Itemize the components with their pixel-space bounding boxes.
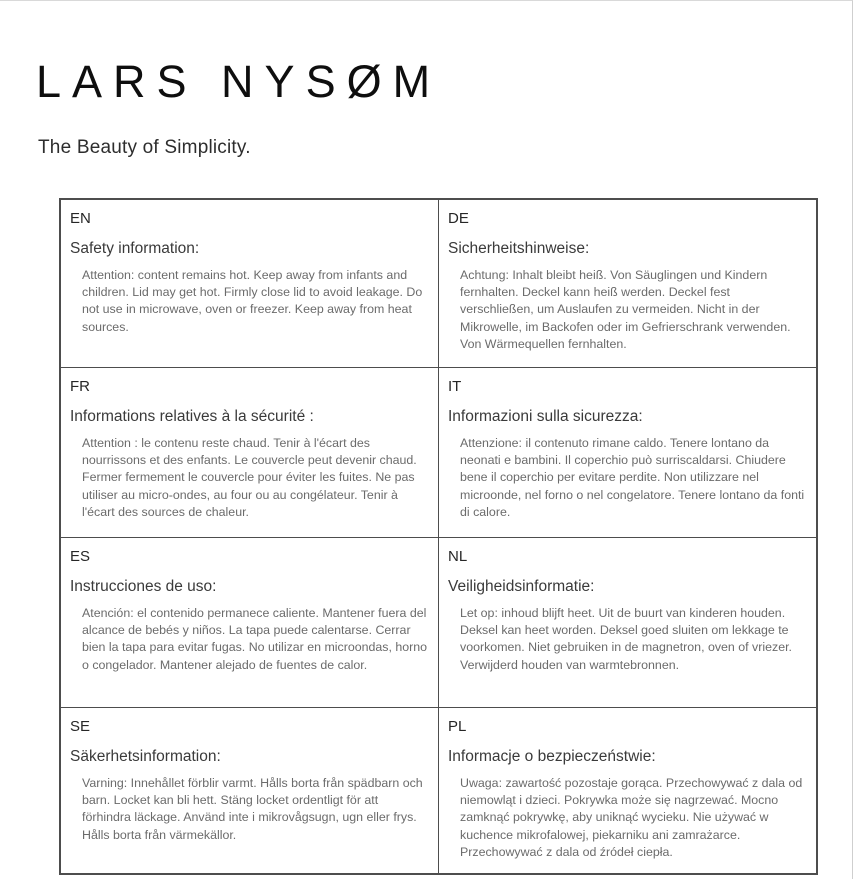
language-code: NL (448, 548, 468, 565)
safety-text: Attention : le contenu reste chaud. Tenir à l'écart des nourrissons et des enfants. Le couvercle peut devenir chaud. Fermer fermement le couvercle pour éviter les fuites. Ne pas utiliser au micro-ondes, au four ou au congélateur. Tenir à l'écart des sources de chaleur. (82, 435, 417, 520)
safety-text: Let op: inhoud blijft heet. Uit de buurt van kinderen houden. Deksel kan heet worden. Deksel goed sluiten om lekkage te voorkomen. Niet gebruiken in de magnetron, oven of vriezer. Verwijderd houden van warmtebronnen. (460, 605, 792, 672)
section-heading: Säkerhetsinformation: (70, 747, 221, 765)
language-cell-pl (439, 708, 816, 873)
language-code: FR (70, 378, 90, 395)
section-heading: Sicherheitshinweise: (448, 239, 590, 257)
language-code: DE (448, 210, 469, 227)
language-code: EN (70, 210, 91, 227)
section-heading: Veiligheidsinformatie: (448, 577, 595, 595)
language-cell-de (439, 200, 816, 368)
safety-text: Attenzione: il contenuto rimane caldo. Tenere lontano da neonati e bambini. Il coperchio può surriscaldarsi. Chiudere bene il coperchio per evitare perdite. Non utilizzare nel microonde, nel forno o nel congelatore. Tenere lontano da fonti di calore. (460, 435, 805, 520)
safety-text: Uwaga: zawartość pozostaje gorąca. Przechowywać z dala od niemowląt i dzieci. Pokrywka może się nagrzewać. Mocno zamknąć pokrywkę, aby uniknąć wycieku. Nie używać w kuchence mikrofalowej, piekarniku ani zamrażarce. Przechowywać z dala od źródeł ciepła. (460, 775, 803, 860)
brand-logo: LARS NYSØM (36, 56, 442, 107)
language-cell-se (61, 708, 439, 873)
language-code: PL (448, 718, 467, 735)
safety-info-table (59, 198, 818, 875)
section-heading: Informacje o bezpieczeństwie: (448, 747, 656, 765)
section-heading: Instrucciones de uso: (70, 577, 217, 595)
language-cell-nl (439, 538, 816, 708)
language-cell-fr (61, 368, 439, 538)
language-cell-es (61, 538, 439, 708)
safety-text: Varning: Innehållet förblir varmt. Hålls borta från spädbarn och barn. Locket kan bli hett. Stäng locket ordentligt för att förhindra läckage. Använd inte i mikrovågsugn, ugn eller frys. Hålls borta från värmekällor. (82, 775, 423, 842)
safety-text: Atención: el contenido permanece caliente. Mantener fuera del alcance de bebés y niños. La tapa puede calentarse. Cerrar bien la tapa para evitar fugas. No utilizar en microondas, horno o congelador. Mantener alejado de fuentes de calor. (82, 605, 428, 672)
section-heading: Safety information: (70, 239, 200, 257)
language-cell-it (439, 368, 816, 538)
safety-text: Attention: content remains hot. Keep away from infants and children. Lid may get hot. Firmly close lid to avoid leakage. Do not use in microwave, oven or freezer. Keep away from heat sources. (82, 267, 423, 334)
language-code: IT (448, 378, 462, 395)
language-code: ES (70, 548, 91, 565)
section-heading: Informations relatives à la sécurité : (70, 407, 314, 425)
safety-text: Achtung: Inhalt bleibt heiß. Von Säuglingen und Kindern fernhalten. Deckel kann heiß werden. Deckel fest verschließen, um Auslaufen zu vermeiden. Nicht in der Mikrowelle, im Backofen oder im Gefrierschrank verwenden. Von Wärmequellen fernhalten. (460, 267, 791, 352)
language-code: SE (70, 718, 91, 735)
language-cell-en (61, 200, 439, 368)
section-heading: Informazioni sulla sicurezza: (448, 407, 643, 425)
brand-tagline: The Beauty of Simplicity. (38, 137, 251, 158)
